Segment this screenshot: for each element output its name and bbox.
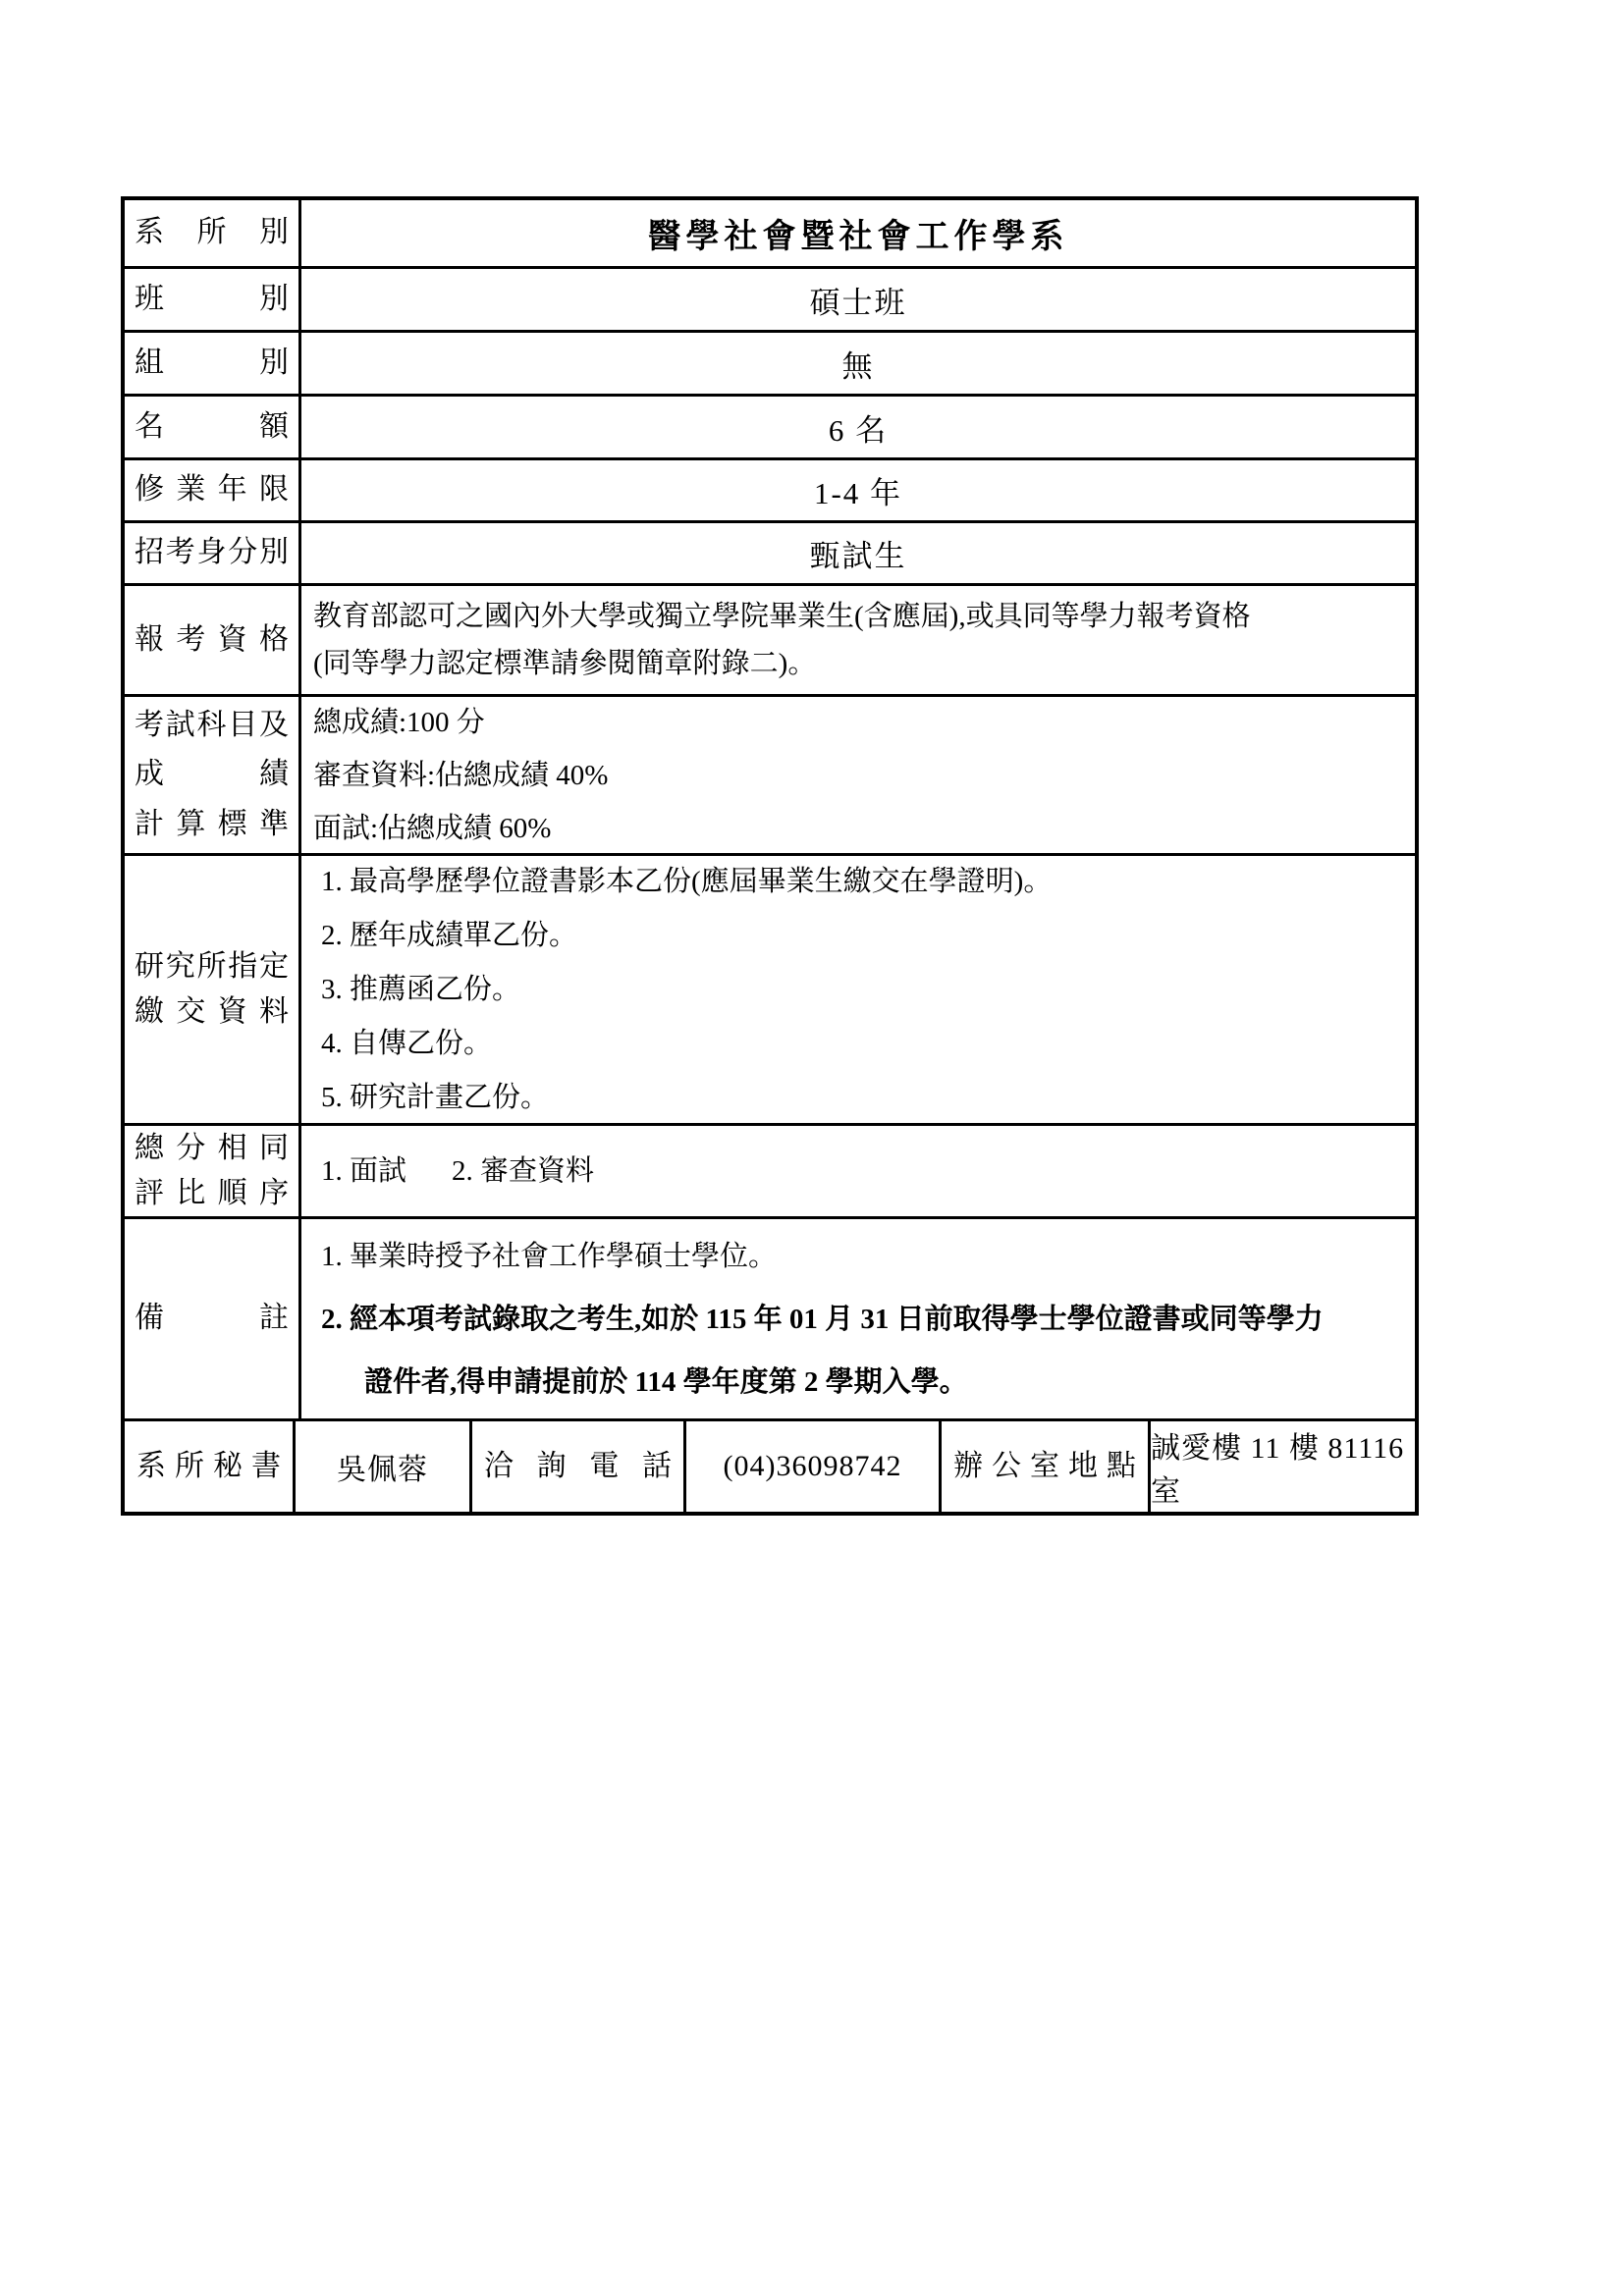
- row-required-documents: [125, 853, 1415, 1123]
- tiebreak-items: [321, 1148, 1405, 1195]
- label-quota: 名 額: [125, 397, 301, 457]
- value-phone: (04)36098742: [686, 1421, 942, 1512]
- value-department: 醫學社會暨社會工作學系: [647, 219, 1069, 255]
- value-required-documents: [301, 856, 1415, 1123]
- value-admission-type: 甄試生: [809, 539, 907, 573]
- row-quota: [125, 394, 1415, 457]
- label-phone: 洽 詢 電 話: [472, 1421, 686, 1512]
- row-duration: [125, 457, 1415, 520]
- qualification-line: 教育部認可之國內外大學或獨立學院畢業生(含應屆),或具同等學力報考資格: [313, 601, 1251, 632]
- row-exam-criteria: [125, 694, 1415, 853]
- label-program: 班 別: [125, 269, 301, 330]
- value-office-location: 誠愛樓 11 樓 81116 室: [1151, 1432, 1405, 1508]
- value-remarks: [301, 1219, 1415, 1418]
- value-qualification: [301, 586, 1415, 694]
- label-exam-criteria: 考 試 科 目 及 成 績 計 算 標 準: [125, 697, 301, 853]
- label-admission-type: 招 考 身 分 別: [125, 523, 301, 583]
- row-program: [125, 266, 1415, 330]
- row-admission-type: [125, 520, 1415, 583]
- tiebreak-item: 2. 審查資料: [452, 1155, 595, 1187]
- document-item: 3. 推薦函乙份。: [321, 973, 521, 1005]
- exam-total-score: 總成績:100 分: [313, 706, 485, 738]
- value-duration: 1-4 年: [813, 476, 903, 510]
- label-office-location: 辦 公 室 地 點: [942, 1421, 1151, 1512]
- label-qualification: 報 考 資 格: [125, 586, 301, 694]
- row-qualification: [125, 583, 1415, 694]
- document-item: 1. 最高學歷學位證書影本乙份(應屆畢業生繳交在學證明)。: [321, 865, 1053, 897]
- qualification-line: (同等學力認定標準請參閱簡章附錄二)。: [313, 648, 817, 679]
- value-tiebreak-order: [301, 1126, 1415, 1216]
- document-item: 5. 研究計畫乙份。: [321, 1081, 550, 1113]
- remark-line: 證件者,得申請提前於 114 學年度第 2 學期入學。: [364, 1365, 968, 1398]
- admission-info-table: [121, 196, 1419, 1516]
- row-remarks: [125, 1216, 1415, 1418]
- exam-interview-weight: 面試:佔總成績 60%: [313, 812, 552, 844]
- label-required-documents: 研 究 所 指 定 繳 交 資 料: [125, 856, 301, 1123]
- remark-line: 1. 畢業時授予社會工作學碩士學位。: [321, 1240, 778, 1272]
- label-secretary: 系 所 秘 書: [125, 1421, 296, 1512]
- label-duration: 修 業 年 限: [125, 460, 301, 520]
- document-item: 2. 歷年成績單乙份。: [321, 919, 578, 951]
- value-quota: 6 名: [828, 412, 889, 448]
- remark-line: 2. 經本項考試錄取之考生,如於 115 年 01 月 31 日前取得學士學位證書或同等學力: [321, 1303, 1324, 1335]
- row-department: [125, 200, 1415, 266]
- row-tiebreak-order: [125, 1123, 1415, 1216]
- document-item: 4. 自傳乙份。: [321, 1027, 493, 1059]
- label-remarks: 備 註: [125, 1219, 301, 1418]
- value-program: 碩士班: [809, 285, 907, 320]
- label-tiebreak-order: 總 分 相 同 評 比 順 序: [125, 1126, 301, 1216]
- value-group: 無: [841, 348, 875, 384]
- label-group: 組 別: [125, 333, 301, 394]
- row-group: [125, 330, 1415, 394]
- label-department: 系 所 別: [125, 200, 301, 266]
- row-secretary: [125, 1418, 1415, 1512]
- tiebreak-item: 1. 面試: [321, 1155, 407, 1187]
- value-secretary-name: 吳佩蓉: [296, 1421, 472, 1512]
- exam-review-weight: 審查資料:佔總成績 40%: [313, 759, 609, 791]
- value-exam-criteria: [301, 697, 1415, 853]
